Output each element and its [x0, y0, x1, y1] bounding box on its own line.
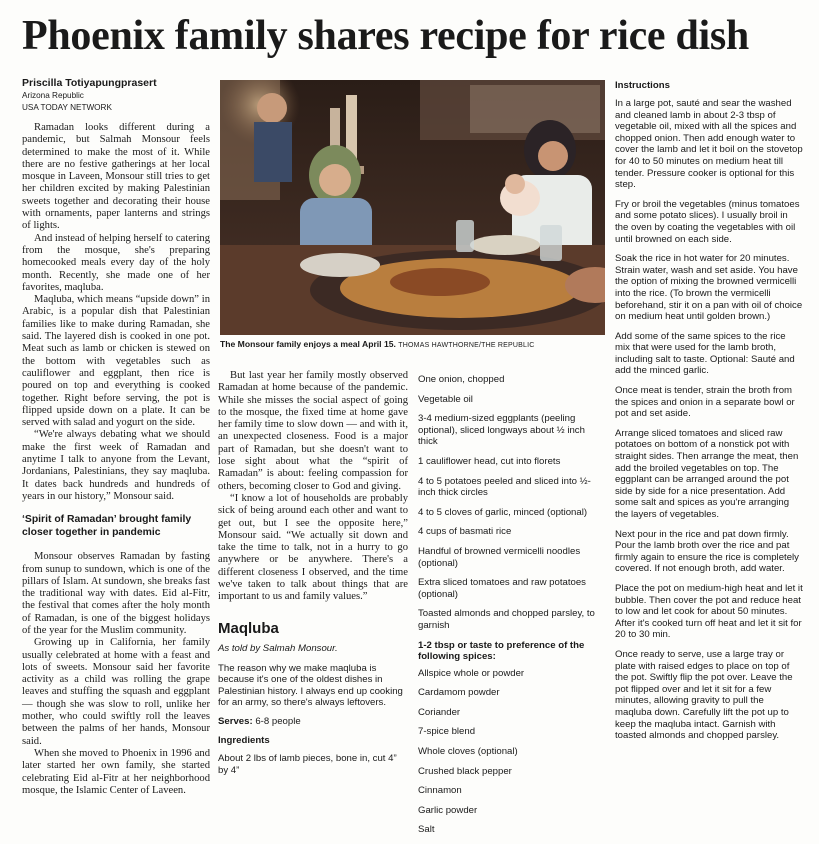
ingredient-item: 4 to 5 potatoes peeled and sliced into ½-inch thick circles [418, 475, 591, 499]
article-paragraph: And instead of helping herself to catering from the mosque, she's preparing homecooked meals every day of the holy month. Recently, she made one of her favorites, maqluba. [22, 232, 210, 293]
headline: Phoenix family shares recipe for rice dish [22, 13, 749, 59]
ingredient-item: 4 cups of basmati rice [418, 526, 512, 538]
ingredient-item: About 2 lbs of lamb pieces, bone in, cut 4” by 4” [218, 753, 397, 776]
spice-item: Salt [418, 824, 435, 836]
spice-item: 7-spice blend [418, 726, 476, 738]
ingredient-item: Extra sliced tomatoes and raw potatoes (optional) [418, 577, 586, 600]
recipe-title: Maqluba [218, 619, 279, 637]
recipe-serves [218, 716, 408, 728]
article-paragraph: “We're always debating what we should make the first week of Ramadan and anytime I talk to anyone from the Levant, Jordanians, Palestinians, they say maqluba. It dates back hundreds and hundreds of years in our history,” Monsour said. [22, 429, 210, 502]
article-paragraph: Maqluba, which means “upside down” in Arabic, is a popular dish that Palestinian families like to make during Ramadan, she said. The layered dish is cooked in one pot. Meat such as lamb or chicken is stewed on the bottom with vegetables such as cauliflower and eggplant, then rice is poured on top and everything is cooked together. Right before serving, the pot is flipped upside down on a plate. It can be served with salad and yogurt on the side. [22, 294, 210, 429]
article-subhead: ‘Spirit of Ramadan’ brought family closer together in pandemic [22, 514, 192, 539]
recipe-intro-text: The reason why we make maqluba is because it's one of the oldest dishes in Palestinian history. I always end up cooking for an army, so there's always leftovers. [218, 662, 403, 709]
spice-item: Crushed black pepper [418, 765, 512, 777]
ingredients-column [418, 374, 606, 844]
photo-credit: THOMAS HAWTHORNE/THE REPUBLIC [398, 342, 535, 349]
instruction-step: Once meat is tender, strain the broth from the spices and onion in a separate bowl or pot and set aside. [615, 385, 795, 420]
instruction-step: Soak the rice in hot water for 20 minutes. Strain water, wash and set aside. You have the option of mixing the browned vermicelli into the rice. (To brown the vermicelli beforehand, stir it on a pan with oil of choice on medium heat until golden brown.) [615, 253, 803, 323]
byline-network: USA TODAY NETWORK [22, 102, 112, 112]
ingredient-item: Vegetable oil [418, 393, 473, 405]
instruction-step: In a large pot, sauté and sear the washed and cleaned lamb in about 2-3 tbsp of vegetable oil, mixed with all the spices and chopped onion. Then add enough water to cover the lamb and let it boil on the stovetop for 40 to 50 minutes on medium heat till tender. Pressure cooker is optional for this step. [615, 98, 803, 191]
spices-heading: 1-2 tbsp or taste to preference of the following spices: [418, 639, 585, 663]
instructions-column [615, 80, 803, 750]
article-column-2 [218, 370, 408, 784]
family-meal-photo [220, 80, 605, 335]
instruction-step: Fry or broil the vegetables (minus tomatoes and some potato slices). I usually broil in the oven by coating the vegetables with oil until browned on each side. [615, 198, 800, 245]
caption-text: The Monsour family enjoys a meal April 15. [220, 339, 396, 349]
serves-label: Serves: [218, 716, 253, 728]
instructions-heading: Instructions [615, 80, 670, 91]
spice-item: Coriander [418, 706, 461, 718]
ingredient-item: 1 cauliflower head, cut into florets [418, 455, 561, 467]
photo-caption [220, 339, 610, 351]
article-paragraph: Ramadan looks different during a pandemic, but Salmah Monsour feels determined to make the most of it. While there are no festive gatherings at her local mosque in Laveen, Monsour still tries to get her children excited by making Palestinian sweets together and decorating their house with ornaments, paper lanterns and strings of lights. [22, 122, 210, 232]
ingredient-item: Handful of browned vermicelli noodles (optional) [418, 545, 581, 569]
recipe-intro [218, 620, 408, 777]
instruction-step: Next pour in the rice and pat down firmly. Pour the lamb broth over the rice and pat firmly again to ensure the rice is completely covered. If not enough broth, add water. [615, 528, 799, 575]
spice-item: Cardamom powder [418, 687, 500, 699]
byline-outlet: Arizona Republic [22, 91, 84, 100]
ingredient-item: 3-4 medium-sized eggplants (peeling optional), sliced longways about ½ inch thick [418, 413, 585, 448]
article-paragraph: Monsour observes Ramadan by fasting from sunup to sundown, which is one of the pillars of Islam. At sundown, she breaks fast the traditional way with dates. Eid al-Fitr, the festival that comes after the holy month of Ramadan, is one of the biggest holidays of the year for the Muslim community. [22, 551, 211, 636]
article-paragraph: Growing up in California, her family usually celebrated at home with a feast and lots of sweets. Monsour said her favorite activity as a child was rolling the grape leaves and stuffing the squash and eggplant — though she was slow to roll, unlike her mother, who could swiftly roll the leaves between the palms of her hands, Monsour said. [22, 637, 210, 747]
photo-illustration [220, 80, 605, 335]
instruction-step: Place the pot on medium-high heat and let it bubble. Then cover the pot and reduce heat to low and let cook for about 50 minutes. After it's cooked turn off heat and let it sit for 20 to 30 min. [615, 582, 803, 641]
instruction-step: Once ready to serve, use a large tray or plate with raised edges to place on top of the pot. Swiftly flip the pot over. Leave the pot flipped over and let it sit for a few minutes, allowing gravity to pull the maqluba down. Carefully lift the pot up to keep the maqluba intact. Garnish with toasted almonds and chopped parsley. [615, 648, 793, 742]
serves-value: 6-8 people [255, 716, 301, 728]
spice-item: Whole cloves (optional) [418, 746, 518, 758]
ingredient-item: Toasted almonds and chopped parsley, to garnish [418, 608, 595, 631]
article-column-1 [22, 122, 210, 797]
byline [22, 76, 212, 113]
ingredient-item: One onion, chopped [418, 374, 505, 385]
article-paragraph: “I know a lot of households are probably sick of being around each other and want to get out, but I see the opposite here,” Monsour said. “We actually sit down and take the time to talk, not in a hurry to go anywhere or be anywhere. There's a different closeness I observed, and the time we've taken to talk about things that are important to us and family values.” [218, 492, 408, 603]
ingredient-item: 4 to 5 cloves of garlic, minced (optional) [418, 506, 588, 518]
ingredients-heading: Ingredients [218, 734, 270, 746]
article-paragraph: When she moved to Phoenix in 1996 and later started her own family, she started celebrating Eid al-Fitr at her neighborhood mosque, the Islamic Center of Laveen. [22, 747, 210, 796]
recipe-told-by: As told by Salmah Monsour. [218, 642, 338, 654]
instruction-step: Add some of the same spices to the rice mix that were used for the lamb broth, including salt to taste. Optional: Sauté and add the minced garlic. [615, 330, 795, 377]
instruction-step: Arrange sliced tomatoes and sliced raw potatoes on bottom of a nonstick pot with straight sides. Then arrange the meat, then add the broiled vegetables on top. The eggplant can be arranged around the pot side by side for a nice presentation. Add some salt and spices as you're arranging the layers of vegetables. [615, 427, 799, 520]
spice-item: Cinnamon [418, 785, 462, 797]
spice-item: Garlic powder [418, 804, 478, 816]
spice-item: Allspice whole or powder [418, 667, 525, 679]
article-paragraph: But last year her family mostly observed Ramadan at home because of the pandemic. While she misses the social aspect of going to the mosque, the fixed time at home gave her family time to slow down — and with it, an unexpected closeness. Food is a major part of Ramadan, but she doesn't want to lose sight about what the “spirit of Ramadan” is about: feeling compassion for others, becoming closer to God and giving. [218, 370, 408, 492]
byline-author: Priscilla Totiyapungprasert [22, 77, 157, 89]
